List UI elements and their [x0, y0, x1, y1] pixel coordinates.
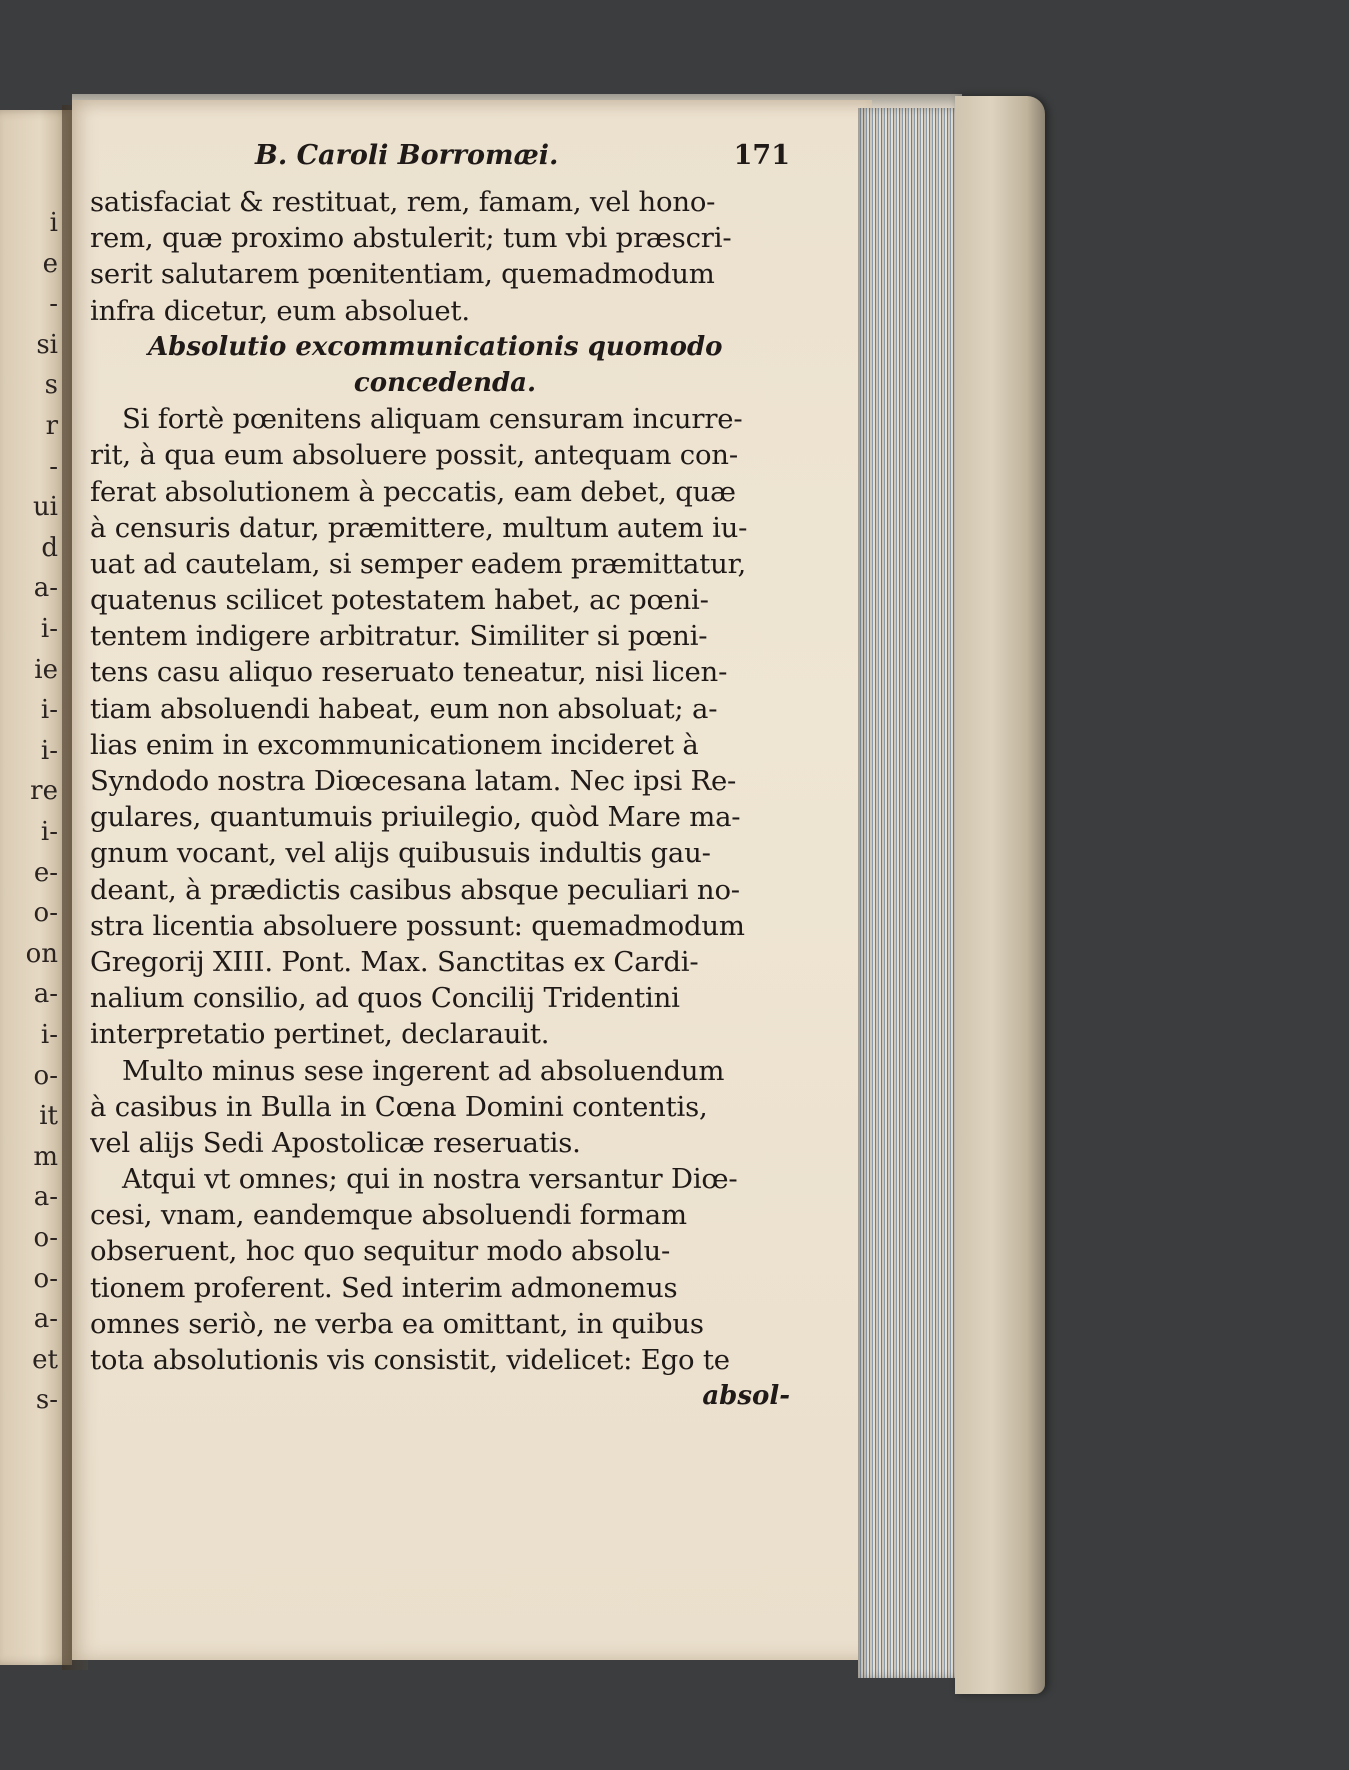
left-page-fragment: a-: [33, 979, 58, 1010]
text-line: Atqui vt omnes; qui in nostra versantur Diœ-: [122, 1163, 738, 1196]
text-line: deant, à prædictis casibus absque peculiari no-: [90, 873, 740, 906]
left-page-fragment: i: [49, 208, 58, 238]
left-page-fragment: on: [25, 938, 58, 969]
left-page-fragment: et: [32, 1344, 58, 1375]
text-line: ferat absolutionem à peccatis, eam debet, quæ: [90, 475, 736, 508]
page-block-edges: [858, 108, 958, 1678]
left-page-fragment: i-: [40, 817, 58, 847]
left-page-fragment: i-: [40, 1020, 58, 1050]
text-line: satisfaciat & restituat, rem, famam, vel hono-: [90, 186, 716, 218]
left-page-fragment: si: [36, 329, 58, 360]
left-page-fragment: o-: [33, 1223, 58, 1253]
text-line: stra licentia absoluere possunt: quemadmodum: [90, 909, 745, 942]
text-line: infra dicetur, eum absoluet.: [90, 294, 470, 327]
left-page-fragment: d: [41, 532, 58, 563]
left-page-fragment: e-: [33, 857, 58, 888]
page-text: [90, 140, 800, 1414]
text-line: lias enim in excommunicationem incideret à: [90, 728, 699, 761]
text-line: à censuris datur, præmittere, multum autem iu-: [90, 511, 748, 544]
text-line: vel alijs Sedi Apostolicæ reseruatis.: [90, 1126, 581, 1159]
text-line: omnes seriò, ne verba ea omittant, in quibus: [90, 1307, 704, 1340]
text-line: à casibus in Bulla in Cœna Domini contentis,: [90, 1090, 708, 1123]
left-page-fragment: e: [42, 248, 58, 279]
text-line: rit, à qua eum absoluere possit, antequam con-: [90, 439, 738, 472]
left-page-fragment: re: [30, 776, 58, 807]
text-line: Si fortè pœnitens aliquam censuram incurre-: [122, 403, 743, 436]
left-page-fragment: s: [44, 370, 58, 401]
page-number: 171: [733, 140, 790, 171]
text-line: tota absolutionis vis consistit, videlicet: Ego te: [90, 1344, 730, 1376]
text-line: Multo minus sese ingerent ad absoluendum: [122, 1054, 725, 1087]
text-line: tionem proferent. Sed interim admonemus: [90, 1271, 678, 1304]
text-line: uat ad cautelam, si semper eadem præmittatur,: [90, 547, 747, 580]
text-line: obseruent, hoc quo sequitur modo absolu-: [90, 1235, 671, 1268]
text-line: gulares, quantumuis priuilegio, quòd Mare ma-: [90, 801, 741, 834]
left-page-fragment: -: [49, 451, 58, 482]
text-line: gnum vocant, vel alijs quibusuis indultis gau-: [90, 837, 711, 870]
text-line: interpretatio pertinet, declarauit.: [90, 1018, 550, 1051]
book-cover-edge: [955, 96, 1045, 1694]
left-page-fragment: r: [45, 411, 58, 441]
left-page-fragment: a-: [33, 573, 58, 604]
left-page-fragment: -: [49, 289, 58, 320]
text-line: Gregorij XIII. Pont. Max. Sanctitas ex Cardi-: [90, 945, 699, 978]
left-page-fragment: it: [39, 1101, 58, 1132]
left-page-fragment: i-: [40, 695, 58, 726]
text-line: quatenus scilicet potestatem habet, ac pœni-: [90, 584, 709, 617]
text-line: cesi, vnam, eandemque absoluendi formam: [90, 1199, 687, 1232]
text-line: Syndodo nostra Diœcesana latam. Nec ipsi Re-: [90, 765, 737, 797]
left-page-fragment: ui: [32, 492, 58, 523]
catchword: absol-: [702, 1381, 790, 1412]
left-page-fragment: i-: [40, 735, 58, 766]
left-page-fragment: o-: [33, 898, 58, 929]
left-page-fragment: o-: [33, 1060, 58, 1091]
left-page-fragment: ie: [34, 654, 58, 685]
left-page-fragment: i-: [40, 614, 58, 644]
left-page-fragment: a-: [33, 1304, 58, 1335]
left-page-fragment: o-: [33, 1263, 58, 1294]
text-line: rem, quæ proximo abstulerit; tum vbi præscri-: [90, 222, 732, 255]
text-line: serit salutarem pœnitentiam, quemadmodum: [90, 258, 715, 291]
text-line: tens casu aliquo reseruato teneatur, nisi licen-: [90, 656, 728, 689]
running-head: B. Caroli Borromæi.: [255, 140, 559, 171]
left-page-fragment: m: [33, 1141, 58, 1172]
text-line: nalium consilio, ad quos Concilij Tridentini: [90, 982, 680, 1015]
section-heading-continued: concedenda.: [353, 367, 537, 398]
text-line: tiam absoluendi habeat, eum non absoluat; a-: [90, 692, 718, 725]
section-heading: Absolutio excommunicationis quomodo: [148, 331, 723, 362]
page-header: [90, 140, 800, 184]
left-page-fragment: s-: [35, 1385, 58, 1416]
text-line: tentem indigere arbitratur. Similiter si pœni-: [90, 620, 708, 653]
left-page-fragment: a-: [33, 1182, 58, 1213]
